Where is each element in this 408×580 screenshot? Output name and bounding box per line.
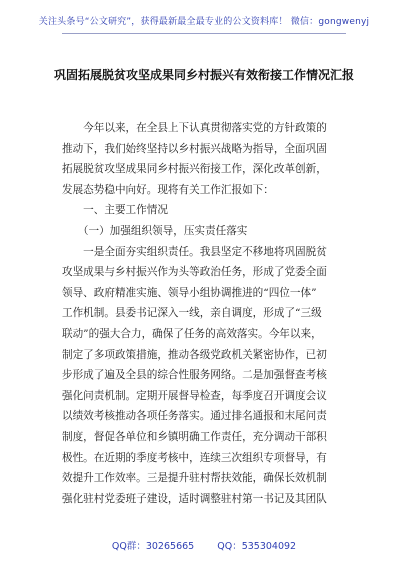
body-line: 工作机制。县委书记深入一线，亲自调度，形成了“三级 xyxy=(62,307,322,320)
header-banner: 关注头条号“公文研究”，获得最新最全最专业的公文资料库！ 微信：gongwenyj xyxy=(38,17,370,27)
body-line: 领导、政府精准实施、领导小组协调推进的“四位一体” xyxy=(62,286,317,299)
body-line: 效提升工作效率。三是提升驻村帮扶效能，确保长效机制 xyxy=(62,472,327,485)
subsection-heading: （一）加强组织领导，压实责任落实 xyxy=(62,224,248,237)
body-line: 一是全面夯实组织责任。我县坚定不移地将巩固脱贫 xyxy=(62,245,327,258)
body-line: 步形成了遍及全县的综合性服务网络。二是加强督查考核 xyxy=(62,369,327,382)
page-footer xyxy=(0,538,408,552)
body-line: 以绩效考核推动各项任务落实。通过排名通报和末尾问责 xyxy=(62,410,327,423)
body-line: 强化问责机制。定期开展督导检查，每季度召开调度会议 xyxy=(62,389,327,402)
document-body xyxy=(62,118,352,509)
body-line: 联动”的强大合力，确保了任务的高效落实。今年以来， xyxy=(62,327,322,340)
qq-group-label: QQ群：30265665 xyxy=(111,541,195,552)
body-line: 制定了多项政策措施，推动各级党政机关紧密协作，已初 xyxy=(62,348,327,361)
section-heading: 一、主要工作情况 xyxy=(62,204,168,217)
body-line: 发展态势稳中向好。现将有关工作汇报如下： xyxy=(62,183,274,196)
body-line: 今年以来，在全县上下认真贯彻落实党的方针政策的 xyxy=(62,122,327,134)
header-divider xyxy=(62,33,346,34)
body-line: 强化驻村党委班子建设，适时调整驻村第一书记及其团队 xyxy=(62,492,327,505)
body-line: 制度，督促各单位和乡镇明确工作责任，充分调动干部积 xyxy=(62,430,327,443)
body-line: 拓展脱贫攻坚成果同乡村振兴衔接工作，深化改革创新， xyxy=(62,163,327,176)
body-line: 推动下，我们始终坚持以乡村振兴战略为指导，全面巩固 xyxy=(62,142,327,155)
qq-contact-label: QQ：535304092 xyxy=(217,541,297,552)
document-title: 巩固拓展脱贫攻坚成果同乡村振兴有效衔接工作情况汇报 xyxy=(53,68,354,82)
body-line: 攻坚成果与乡村振兴作为头等政治任务，形成了党委全面 xyxy=(62,266,327,279)
body-line: 极性。在近期的季度考核中，连续三次组织专项督导，有 xyxy=(62,451,327,464)
